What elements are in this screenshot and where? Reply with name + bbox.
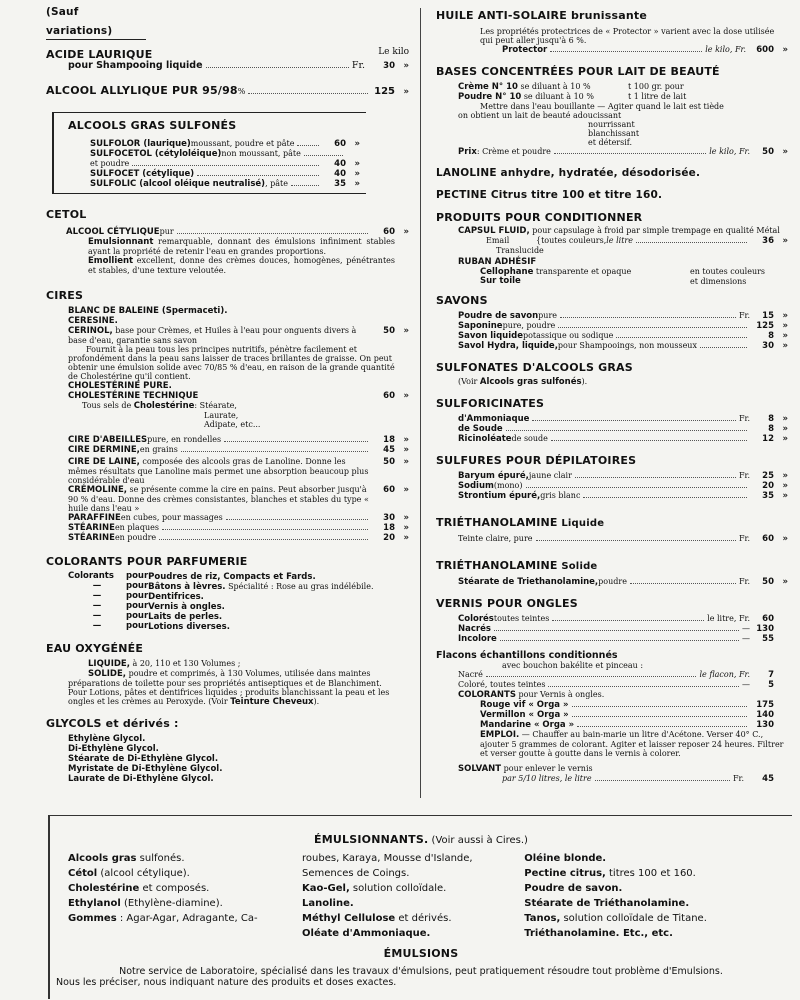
- price-row: [480, 700, 788, 710]
- price-row: [458, 424, 788, 434]
- item-name: Nacrés: [458, 624, 491, 634]
- acide-price: 30: [383, 61, 395, 71]
- item-price: 55: [762, 634, 774, 644]
- price-row: [458, 414, 788, 424]
- price-row: [90, 149, 360, 159]
- item-mark: »: [403, 445, 409, 455]
- item-mark: »: [782, 434, 788, 444]
- item-name: Saponine: [458, 321, 503, 331]
- footer-item: [68, 866, 302, 881]
- item-name: STÉARINE: [68, 523, 115, 533]
- item-name: Poudre de savon: [458, 311, 539, 321]
- gras-list: [90, 139, 360, 189]
- footer-item-desc: titres 100 et 160.: [605, 868, 696, 879]
- footer-col-3: [510, 851, 792, 941]
- item-price: 60: [762, 614, 774, 624]
- price-row: [458, 481, 788, 491]
- item-unit: Fr.: [738, 311, 750, 320]
- footer-item-desc: sulfonés.: [136, 853, 185, 864]
- colorants-title: COLORANTS POUR PARFUMERIE: [46, 555, 248, 568]
- item-desc: en grains: [139, 445, 178, 454]
- item-price: 12: [762, 434, 774, 444]
- price-row: [480, 710, 788, 720]
- header-note: (Sauf variations): [46, 6, 113, 37]
- footer-item-desc: : Agar-Agar, Adragante, Ca-: [116, 913, 258, 924]
- item-price: 130: [756, 720, 774, 730]
- vernis-title: VERNIS POUR ONGLES: [436, 597, 578, 610]
- item-price: 20: [762, 481, 774, 491]
- conditionner-title: PRODUITS POUR CONDITIONNER: [436, 211, 643, 224]
- item-price: 125: [756, 321, 774, 331]
- depilatoires-list: [436, 471, 788, 501]
- item-name: Baryum épuré,: [458, 471, 529, 481]
- colorant-prefix: —: [92, 601, 102, 611]
- colorant-pour: pour: [126, 611, 149, 621]
- footer-col-1: [68, 851, 302, 941]
- colorant-item: [68, 582, 409, 592]
- colorant-name: Laits de perles.: [148, 612, 223, 622]
- item-mark: »: [782, 491, 788, 501]
- item-name: PARAFFINE: [68, 513, 121, 523]
- item-desc: pour Shampooings, non mousseux: [557, 341, 697, 350]
- cires-list: [68, 435, 409, 455]
- footer-item-bold: Pectine citrus,: [524, 868, 606, 879]
- footer-item-desc: et dérivés.: [395, 913, 452, 924]
- colorant-name: Vernis à ongles.: [148, 602, 225, 612]
- item-name: Mandarine « Orga »: [480, 720, 575, 730]
- footer-item-desc: (Ethylène-diamine).: [120, 898, 223, 909]
- item-mark: »: [403, 533, 409, 543]
- glycol-item: Ethylène Glycol.: [68, 734, 146, 744]
- eau-title: EAU OXYGÉNÉE: [46, 642, 144, 655]
- footer-item-bold: Stéarate de Triéthanolamine.: [524, 898, 690, 909]
- alcool-allylique: ALCOOL ALLYLIQUE PUR 95/98 % 125 »: [46, 84, 409, 97]
- cerinol-desc: Fournit à la peau tous les principes nutritifs, pénètre facilement et profondément dans la peau sans laisser de traces brillantes de graisse. On peut obtenir une émulsion solide avec 70/85 % d'eau, en raison de la grande quantité de Cholestérine qu'il contient.: [68, 345, 395, 381]
- glycol-item: Myristate de Di-Ethylène Glycol.: [68, 764, 223, 774]
- item-desc: gris blanc: [540, 491, 581, 500]
- item-price: 35: [762, 491, 774, 501]
- item-price: 30: [383, 513, 395, 523]
- footer-item-bold: Cétol: [68, 868, 98, 879]
- item-price: 8: [768, 414, 774, 424]
- price-row: [458, 491, 788, 501]
- left-column-body: CETOL ALCOOL CÉTYLIQUE pur 60 » Emulsionnant remarquable, donnant des émulsions infiniment stables ayant la propriété de retenir l'eau en grandes proportions. Emollient excellent, donne des crèmes douces, homogènes, pénétrantes et stables, d'une texture veloutée. CIRES BLANC DE BALEINE (Spermaceti). CERESINE. CERINOL, base pour Crèmes, et Huiles à l'eau pour onguents divers à base d'eau, garantie sans savon 50 » Fournit à la peau tous les principes nutritifs, pénètre facilement et profondément dans la peau sans laisser de traces brillantes de graisse. On peut obtenir une émulsion solide avec 70/85 % d'eau, en raison de la grande quantité de Cholestérine qu'il contient. CHOLESTÉRINE PURE. CHOLESTÉRINE TECHNIQUE 60 » Tous sels de Cholestérine: Stéarate, Laurate, Adipate, etc... CIRE D'ABEILLES pure, en rondelles 18 » CIRE DERMINE, en grains 45 » CIRE DE LAINE, composée des alcools gras de Lanoline. Donne les mêmes résultats que Lanoline mais permet une absorption beaucoup plus considérable d'eau 50 » CRÉMOLINE, se présente comme la cire en pains. Peut absorber jusqu'à 90 % d'eau. Donne des crèmes consistantes, blanches et stables du type « huile dans l'eau » 60 » PARAFFINE en cubes, pour massages 30 » STÉARINE en plaques 18 » STÉARINE en poudre 20 » COLORANTS POUR PARFUMERIE Colorants pour Poudres de riz, Compacts et Fards. — pour Bâtons à lèvres. Spécialité : Rose au gras indélébile. — pour Dentifrices. — pour Vernis à ongles. — pour Laits de perles. — pour Lotions diverses. EAU OXYGÉNÉE LIQUIDE, à 20, 110 et 130 Volumes ; SOLIDE, poudre et comprimés, à 130 Volumes, utilisée dans maintes préparations de toilette pour ses propriétés antiseptiques et de Blanchiment. Pour Lotions, pâtes et dentifrices liquides ; produits blanchissant la peau et les ongles et les crèmes au Peroxyde. (Voir Teinture Cheveux). GLYCOLS et dérivés : Ethylène Glycol. Di-Ethylène Glycol. Stéarate de Di-Ethylène Glycol. Myristate de Di-Ethylène Glycol. Laurate de Di-Ethylène Glycol.: [46, 208, 409, 784]
- alcool-price: 125: [374, 86, 395, 97]
- footer-item-bold: Cholestérine: [68, 883, 140, 894]
- colorant-item: [68, 622, 409, 632]
- price-row: [458, 331, 788, 341]
- price-row: [68, 445, 409, 455]
- item-desc: potassique ou sodique: [522, 331, 614, 340]
- colorant-prefix: —: [92, 591, 102, 601]
- cholesterine-technique: CHOLESTÉRINE TECHNIQUE: [68, 391, 199, 401]
- item-name: Vermillon « Orga »: [480, 710, 569, 720]
- cires-title: CIRES: [46, 289, 84, 302]
- item-name: SULFOCET (cétylique): [90, 169, 195, 179]
- cerinol-price: 50: [383, 326, 395, 336]
- footer-item: [302, 926, 510, 941]
- orga-list: [436, 700, 788, 730]
- item-price: 18: [383, 435, 395, 445]
- emulsions-title: ÉMULSIONS: [383, 947, 459, 960]
- alcool-title: ALCOOL ALLYLIQUE PUR 95/98: [46, 84, 238, 97]
- item-mark: »: [403, 435, 409, 445]
- footer-item-desc: et composés.: [139, 883, 210, 894]
- item-price: 45: [383, 445, 395, 455]
- cholesterine-pure: CHOLESTÉRINE PURE.: [68, 381, 172, 391]
- footer-item: [524, 851, 792, 866]
- footer-item: [302, 851, 510, 881]
- item-name: Colorés: [458, 614, 494, 624]
- footer-item: [68, 896, 302, 911]
- item-mark: »: [403, 523, 409, 533]
- price-row: [90, 169, 360, 179]
- price-row: [458, 614, 788, 624]
- savons-list: [436, 311, 788, 351]
- item-name: Rouge vif « Orga »: [480, 700, 569, 710]
- item-mark: »: [782, 424, 788, 434]
- footer-item-bold: Ethylanol: [68, 898, 121, 909]
- item-name: Savon liquide: [458, 331, 523, 341]
- footer-item-bold: Oléate d'Ammoniaque.: [302, 928, 431, 939]
- cetol-item: ALCOOL CÉTYLIQUE: [66, 227, 160, 237]
- item-mark: »: [782, 331, 788, 341]
- colorant-prefix: —: [92, 621, 102, 631]
- sulforicinates-title: SULFORICINATES: [436, 397, 545, 410]
- vernis-list: [436, 614, 788, 644]
- item-name: SULFOLOR (laurique): [90, 139, 191, 149]
- item-desc: en cubes, pour massages: [120, 513, 223, 522]
- price-row: [458, 321, 788, 331]
- item-price: 30: [762, 341, 774, 351]
- item-price: 35: [334, 179, 346, 189]
- footer-item-bold: Gommes: [68, 913, 117, 924]
- item-unit: —: [742, 624, 750, 633]
- glycol-item: Laurate de Di-Ethylène Glycol.: [68, 774, 214, 784]
- ceresine: CERESINE.: [68, 316, 118, 326]
- footer-item: [524, 911, 792, 926]
- item-name: Savol Hydra, liquide,: [458, 341, 558, 351]
- header-note-box: [46, 0, 146, 40]
- item-mark: »: [782, 321, 788, 331]
- item-unit: le litre, Fr.: [707, 614, 750, 623]
- item-desc: en poudre: [114, 533, 157, 542]
- item-price: 8: [768, 424, 774, 434]
- colorant-prefix: —: [92, 581, 102, 591]
- item-name: SULFOCETOL (cétyloléique): [90, 149, 222, 159]
- item-price: 40: [334, 169, 346, 179]
- footer-item-bold: Méthyl Cellulose: [302, 913, 396, 924]
- acide-sub: pour Shampooing liquide: [68, 60, 203, 71]
- bases-title: BASES CONCENTRÉES POUR LAIT DE BEAUTÉ: [436, 65, 720, 78]
- price-row: [458, 311, 788, 321]
- right-column: HUILE ANTI-SOLAIRE brunissante Les propriétés protectrices de « Protector » varient avec la dose utilisée qui peut aller jusqu'à 6 %. Protector le kilo, Fr. 600 » BASES CONCENTRÉES POUR LAIT DE BEAUTÉ Crème N° 10 se diluant à 10 % t 100 gr. pour Poudre N° 10 se diluant à 10 % t 1 litre de lait Mettre dans l'eau bouillante — Agiter quand le lait est tiède on obtient un lait de beauté adoucissant nourrissant blanchissant et détersif. Prix : Crème et poudre le kilo, Fr. 50 » LANOLINE anhydre, hydratée, désodorisée. PECTINE Citrus titre 100 et titre 160. PRODUITS POUR CONDITIONNER CAPSUL FLUID, pour capsulage à froid par simple trempage en qualité Métal Email { toutes couleurs, le litre 36 » Translucide RUBAN ADHÉSIF Cellophane transparente et opaque en toutes couleurs Sur toile et dimensions SAVONS Poudre de savon pure Fr. 15 » Saponine pure, poudre 125 » Savon liquide potassique ou sodique 8 » Savol Hydra, liquide, pour Shampooings, non mousseux 30 » SULFONATES D'ALCOOLS GRAS (Voir Alcools gras sulfonés). SULFORICINATES d'Ammoniaque Fr. 8 » de Soude 8 » Ricinoléate de soude 12 » SULFURES POUR DÉPILATOIRES Baryum épuré, jaune clair Fr. 25 » Sodium (mono) 20 » Strontium épuré, gris blanc 35 » TRIÉTHANOLAMINE Liquide Teinte claire, pure Fr. 60 » TRIÉTHANOLAMINE Solide Stéarate de Triethanolamine, poudre Fr. 50 » VERNIS POUR ONGLES Colorés toutes teintes le litre, Fr. 60 Nacrés — 130 Incolore — 55 Flacons échantillons conditionnés avec bouchon bakélite et pinceau : Nacré le flacon, Fr. 7 Coloré, toutes teintes — 5 COLORANTS pour Vernis à ongles. Rouge vif « Orga » 175 Vermillon « Orga » 140 Mandarine « Orga » 130 EMPLOI. — Chauffer au bain-marie un litre d'Acétone. Verser 40° C., ajouter 5 grammes de colorant. Agiter et laisser reposer 24 heures. Filtrer et verser goutte à goutte dans le vernis à colorer. SOLVANT pour enlever le vernis par 5/10 litres, le litre Fr. 45: [436, 9, 788, 784]
- alcools-gras-box: [52, 112, 366, 194]
- item-name: Sodium: [458, 481, 494, 491]
- footer-item-bold: Alcools gras: [68, 853, 137, 864]
- colorant-prefix: Colorants: [68, 571, 114, 581]
- item-name: CIRE DERMINE,: [68, 445, 140, 455]
- item-price: 175: [756, 700, 774, 710]
- colorant-name: Lotions diverses.: [148, 622, 230, 632]
- colorant-item: [68, 572, 409, 582]
- footer-emulsionnants: ÉMULSIONNANTS. (Voir aussi à Cires.) Alcools gras sulfonés. Cétol (alcool cétylique). Cholestérine et composés. Ethylanol (Ethylène-diamine). Gommes : Agar-Agar, Adragante, Ca- roubes, Karaya, Mousse d'Islande, Semences de Coings. Kao-Gel, solution colloïdale. Lanoline. Méthyl Cellulose et dérivés. Oléate d'Ammoniaque. Oléine blonde. Pectine citrus, titres 100 et 160. Poudre de savon. Stéarate de Triéthanolamine. Tanos, solution colloïdale de Titane. Triéthanolamine. Etc., etc. ÉMULSIONS Notre service de Laboratoire, spécialisé dans les travaux d'émulsions, peut pratiquement résoudre tout problème d'Emulsions. Nous les préciser, nous indiquant nature des produits et doses exactes.: [48, 815, 792, 999]
- footer-item: [524, 896, 792, 911]
- cires-list-2: [68, 513, 409, 543]
- lanoline: LANOLINE anhydre, hydratée, désodorisée.: [436, 167, 701, 179]
- item-desc: en plaques: [114, 523, 159, 532]
- footer-item-bold: Kao-Gel,: [302, 883, 350, 894]
- item-name: de Soude: [458, 424, 503, 434]
- footer-item-bold: Oléine blonde.: [524, 853, 607, 864]
- item-price: 60: [334, 139, 346, 149]
- footer-item-bold: Triéthanolamine. Etc., etc.: [524, 928, 673, 939]
- sulforicinates-list: [436, 414, 788, 444]
- price-row: [480, 720, 788, 730]
- footer-item: [68, 851, 302, 866]
- item-mark: »: [354, 179, 360, 189]
- item-name: CIRE D'ABEILLES: [68, 435, 148, 445]
- item-price: 20: [383, 533, 395, 543]
- item-unit: Fr.: [738, 414, 750, 423]
- price-row: [68, 513, 409, 523]
- acide-title: ACIDE LAURIQUE: [46, 48, 153, 61]
- price-row: [68, 533, 409, 543]
- item-price: 25: [762, 471, 774, 481]
- footer-item-desc: solution colloïdale.: [349, 883, 447, 894]
- footer-item: [302, 881, 510, 896]
- item-desc: , pâte: [265, 179, 288, 188]
- footer-col-2: [302, 851, 510, 941]
- footer-item-desc: (alcool cétylique).: [97, 868, 190, 879]
- item-desc: jaune clair: [528, 471, 572, 480]
- colorant-item: [68, 592, 409, 602]
- sulfonates-title: SULFONATES D'ALCOOLS GRAS: [436, 361, 633, 374]
- item-mark: »: [782, 414, 788, 424]
- glycols-title: GLYCOLS et dérivés :: [46, 717, 179, 730]
- item-name: SULFOLIC (alcool oléique neutralisé): [90, 179, 266, 189]
- acide-currency: Fr.: [351, 60, 365, 71]
- item-price: 15: [762, 311, 774, 321]
- price-row: [90, 159, 360, 169]
- item-mark: »: [782, 341, 788, 351]
- colorant-item: [68, 602, 409, 612]
- item-desc: pure: [538, 311, 558, 320]
- price-row: [458, 341, 788, 351]
- item-mark: »: [782, 471, 788, 481]
- item-name: Ricinoléate: [458, 434, 512, 444]
- item-price: 40: [334, 159, 346, 169]
- item-desc: non moussant, pâte: [221, 149, 301, 158]
- glycol-item: Di-Ethylène Glycol.: [68, 744, 159, 754]
- price-row: [68, 435, 409, 445]
- item-mark: »: [354, 169, 360, 179]
- column-divider: [420, 8, 421, 798]
- price-row: [90, 139, 360, 149]
- footer-item: [302, 911, 510, 926]
- colorant-pour: pour: [126, 621, 149, 631]
- price-row: [458, 471, 788, 481]
- acide-laurique: ACIDE LAURIQUE Le kilo pour Shampooing liquide Fr. 30 »: [46, 47, 409, 71]
- footer-item-bold: Lanoline.: [302, 898, 354, 909]
- item-price: 18: [383, 523, 395, 533]
- colorant-pour: pour: [126, 571, 149, 581]
- colorants-list: [46, 572, 409, 632]
- colorant-name: Dentifrices.: [148, 592, 204, 602]
- colorant-name: Poudres de riz, Compacts et Fards.: [148, 572, 316, 582]
- price-row: [458, 434, 788, 444]
- footer-item: [524, 866, 792, 881]
- item-desc: pure, en rondelles: [147, 435, 222, 444]
- price-row: [68, 523, 409, 533]
- colorant-item: [68, 612, 409, 622]
- item-name: d'Ammoniaque: [458, 414, 530, 424]
- glycol-item: Stéarate de Di-Ethylène Glycol.: [68, 754, 219, 764]
- colorant-prefix: —: [92, 611, 102, 621]
- item-price: 130: [756, 624, 774, 634]
- colorant-pour: pour: [126, 601, 149, 611]
- item-price: 140: [756, 710, 774, 720]
- item-price: 8: [768, 331, 774, 341]
- item-unit: —: [742, 634, 750, 643]
- item-desc: toutes teintes: [493, 614, 550, 623]
- glycols-list: [46, 734, 409, 784]
- footer-item: [524, 926, 792, 941]
- cetol-title: CETOL: [46, 208, 87, 221]
- acide-unit: Le kilo: [378, 47, 409, 57]
- item-name: Strontium épuré,: [458, 491, 541, 501]
- item-name: Incolore: [458, 634, 497, 644]
- colorant-pour: pour: [126, 591, 149, 601]
- item-mark: »: [403, 513, 409, 523]
- item-mark: »: [354, 139, 360, 149]
- colorant-name: Bâtons à lèvres.: [148, 582, 226, 592]
- savons-title: SAVONS: [436, 294, 488, 307]
- pectine: PECTINE Citrus titre 100 et titre 160.: [436, 189, 663, 201]
- footer-item: [302, 896, 510, 911]
- item-mark: »: [354, 159, 360, 169]
- blanc-baleine: BLANC DE BALEINE (Spermaceti).: [68, 306, 228, 316]
- footer-item: [68, 881, 302, 896]
- price-row: [458, 624, 788, 634]
- item-desc: moussant, poudre et pâte: [190, 139, 295, 148]
- gras-title: ALCOOLS GRAS SULFONÉS: [68, 119, 237, 132]
- depilatoires-title: SULFURES POUR DÉPILATOIRES: [436, 454, 637, 467]
- price-row: [458, 634, 788, 644]
- footer-item: [524, 881, 792, 896]
- footer-item: [68, 911, 302, 926]
- footer-item-desc: solution colloïdale de Titane.: [560, 913, 707, 924]
- footer-item-desc: roubes, Karaya, Mousse d'Islande, Semences de Coings.: [302, 853, 473, 879]
- price-row: [90, 179, 360, 189]
- colorant-pour: pour: [126, 581, 149, 591]
- item-name: STÉARINE: [68, 533, 115, 543]
- item-desc: pure, poudre: [502, 321, 556, 330]
- item-desc: (mono): [493, 481, 523, 490]
- item-mark: »: [782, 311, 788, 321]
- item-unit: Fr.: [738, 471, 750, 480]
- colorant-desc: Spécialité : Rose au gras indélébile.: [225, 582, 374, 591]
- footer-item-bold: Poudre de savon.: [524, 883, 623, 894]
- footer-item-bold: Tanos,: [524, 913, 561, 924]
- cetol-price: 60: [383, 227, 395, 237]
- item-desc: et poudre: [90, 159, 130, 168]
- item-mark: »: [782, 481, 788, 491]
- item-desc: de soude: [511, 434, 548, 443]
